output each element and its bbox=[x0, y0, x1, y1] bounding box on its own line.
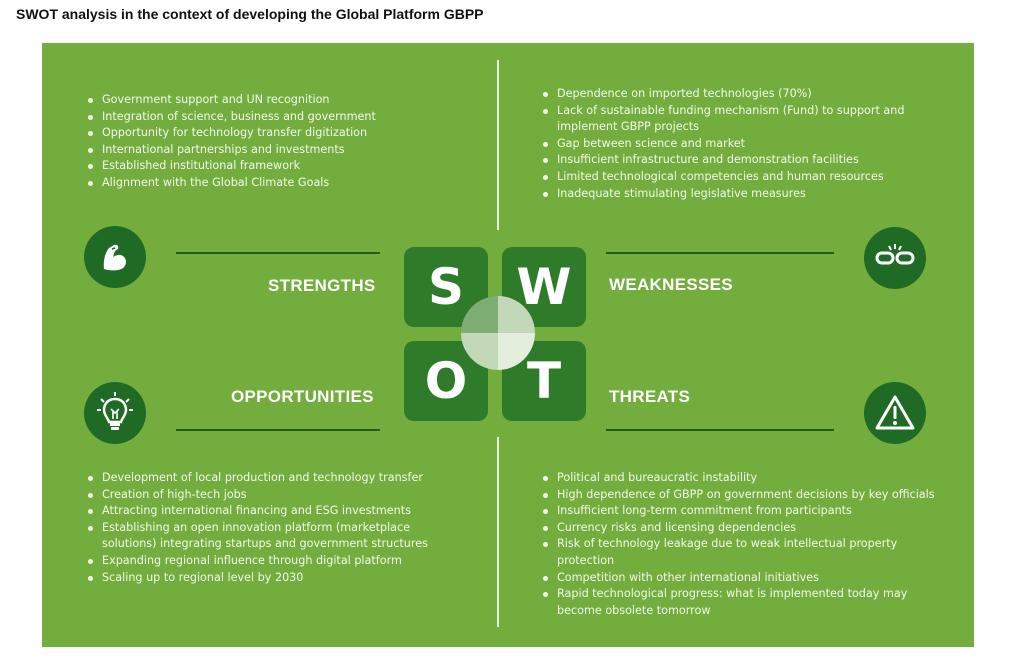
list-item: Gap between science and market bbox=[541, 136, 941, 153]
strengths-heading: STRENGTHS bbox=[268, 276, 376, 295]
list-item: Currency risks and licensing dependencies bbox=[541, 520, 941, 537]
page-title: SWOT analysis in the context of developing the Global Platform GBPP bbox=[16, 6, 484, 22]
swot-letter-o: O bbox=[424, 352, 468, 410]
list-item: Risk of technology leakage due to weak intellectual property protection bbox=[541, 536, 941, 569]
strengths-rule bbox=[176, 252, 380, 254]
opportunities-list bbox=[86, 470, 461, 586]
list-item: Expanding regional influence through digital platform bbox=[86, 553, 461, 570]
list-item: Lack of sustainable funding mechanism (Fund) to support and implement GBPP projects bbox=[541, 103, 941, 136]
list-item: Attracting international financing and ESG investments bbox=[86, 503, 461, 520]
weaknesses-list bbox=[541, 86, 941, 202]
threats-list bbox=[541, 470, 941, 619]
lightbulb-icon bbox=[84, 382, 146, 444]
list-item: High dependence of GBPP on government decisions by key officials bbox=[541, 487, 941, 504]
list-item: Competition with other international initiatives bbox=[541, 570, 941, 587]
vertical-divider-bottom bbox=[497, 437, 499, 627]
list-item: Government support and UN recognition bbox=[86, 92, 476, 109]
list-item: Established institutional framework bbox=[86, 158, 476, 175]
flexed-arm-icon bbox=[84, 226, 146, 288]
opportunities-heading: OPPORTUNITIES bbox=[231, 387, 374, 406]
strengths-list bbox=[86, 92, 476, 192]
opportunities-rule bbox=[176, 429, 380, 431]
list-item: Scaling up to regional level by 2030 bbox=[86, 570, 461, 587]
list-item: Insufficient long-term commitment from participants bbox=[541, 503, 941, 520]
list-item: Opportunity for technology transfer digitization bbox=[86, 125, 476, 142]
vertical-divider-top bbox=[497, 60, 499, 230]
list-item: Development of local production and technology transfer bbox=[86, 470, 461, 487]
list-item: Inadequate stimulating legislative measures bbox=[541, 186, 941, 203]
list-item: Insufficient infrastructure and demonstration facilities bbox=[541, 152, 941, 169]
threats-heading: THREATS bbox=[609, 387, 691, 406]
list-item: Creation of high-tech jobs bbox=[86, 487, 461, 504]
broken-chain-icon bbox=[864, 227, 926, 289]
list-item: International partnerships and investments bbox=[86, 142, 476, 159]
list-item: Limited technological competencies and human resources bbox=[541, 169, 941, 186]
threats-rule bbox=[606, 429, 834, 431]
swot-letter-t: T bbox=[526, 352, 562, 410]
warning-triangle-icon bbox=[864, 382, 926, 444]
list-item: Political and bureaucratic instability bbox=[541, 470, 941, 487]
list-item: Rapid technological progress: what is implemented today may become obsolete tomorrow bbox=[541, 586, 941, 619]
list-item: Integration of science, business and government bbox=[86, 109, 476, 126]
weaknesses-rule bbox=[606, 252, 834, 254]
list-item: Dependence on imported technologies (70%) bbox=[541, 86, 941, 103]
weaknesses-heading: WEAKNESSES bbox=[609, 275, 733, 294]
swot-letter-s: S bbox=[427, 258, 464, 316]
list-item: Alignment with the Global Climate Goals bbox=[86, 175, 476, 192]
list-item: Establishing an open innovation platform (marketplace solutions) integrating startups and government structures bbox=[86, 520, 461, 553]
swot-letter-w: W bbox=[516, 258, 572, 316]
